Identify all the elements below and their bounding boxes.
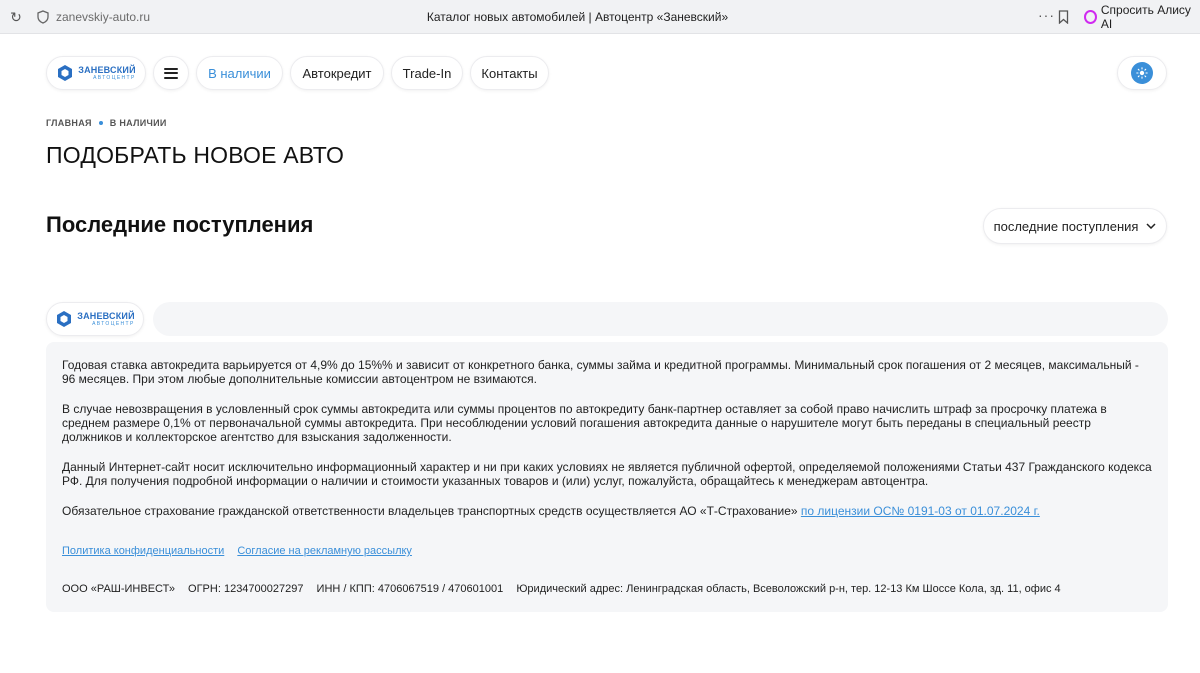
site-logo-link[interactable] bbox=[46, 56, 146, 90]
nav-in-stock[interactable]: В наличии bbox=[196, 56, 283, 90]
hamburger-icon bbox=[164, 68, 178, 79]
browser-page-title bbox=[0, 10, 1200, 24]
disclaimer-offer: Данный Интернет-сайт носит исключительно информационный характер и ни при каких условиях не является публичной офертой, определяемой положениями Статьи 437 Гражданского кодекса РФ. Для получения подробной информации о наличии и стоимости указанных товаров и (или) услуг, пожалуйста, обращайтесь к менеджерам автоцентра. bbox=[62, 460, 1152, 488]
ask-alisa-label: Спросить Алису AI bbox=[1100, 3, 1191, 31]
logo-hexagon-icon bbox=[56, 64, 74, 82]
ad-consent-link[interactable]: Согласие на рекламную рассылку bbox=[237, 545, 412, 557]
nav-auto-credit[interactable]: Автокредит bbox=[290, 56, 384, 90]
footer-bar bbox=[153, 302, 1168, 336]
page-title: ПОДОБРАТЬ НОВОЕ АВТО bbox=[46, 142, 345, 168]
footer-disclaimer bbox=[46, 342, 1168, 612]
sort-selected-value: последние поступления bbox=[993, 218, 1139, 234]
menu-button[interactable] bbox=[153, 56, 189, 90]
company-inn: ИНН / КПП: 4706067519 / 470601001 bbox=[316, 583, 504, 595]
more-icon[interactable]: ··· bbox=[1038, 7, 1055, 23]
ask-alisa-button[interactable] bbox=[1078, 5, 1200, 29]
footer-logo-link[interactable] bbox=[46, 302, 144, 336]
footer-logo-name: ЗАНЕВСКИЙ bbox=[77, 310, 135, 321]
privacy-policy-link[interactable]: Политика конфиденциальности bbox=[62, 545, 225, 557]
chevron-down-icon bbox=[1146, 223, 1156, 229]
footer-links bbox=[62, 545, 422, 557]
logo-subtitle: АВТОЦЕНТР bbox=[93, 74, 136, 81]
zanevsky-logo bbox=[56, 64, 136, 82]
insurance-license-link[interactable]: по лицензии ОС№ 0191-03 от 01.07.2024 г. bbox=[800, 504, 1040, 518]
footer-logo-subtitle: АВТОЦЕНТР bbox=[92, 320, 135, 327]
reload-icon[interactable]: ↻ bbox=[10, 9, 22, 25]
footer-zanevsky-logo bbox=[55, 310, 135, 328]
logo-hexagon-icon bbox=[55, 310, 73, 328]
bookmark-icon[interactable] bbox=[1058, 10, 1069, 24]
nav-contacts[interactable]: Контакты bbox=[470, 56, 549, 90]
sun-icon bbox=[1131, 62, 1153, 84]
logo-name: ЗАНЕВСКИЙ bbox=[78, 64, 136, 75]
nav-trade-in[interactable]: Trade-In bbox=[391, 56, 463, 90]
page-title-text: Каталог новых автомобилей | Автоцентр «Заневский» bbox=[426, 10, 729, 24]
disclaimer-insurance bbox=[62, 504, 1152, 518]
theme-toggle[interactable] bbox=[1117, 56, 1167, 90]
breadcrumb bbox=[46, 118, 167, 128]
sort-dropdown[interactable] bbox=[983, 208, 1167, 244]
disclaimer-credit-rate: Годовая ставка автокредита варьируется от 4,9% до 15%% и зависит от конкретного банка, суммы займа и кредитной программы. Минимальный срок погашения от 2 месяцев, максимальный - 96 месяцев. При этом любые дополнительные комиссии автоцентром не взимаются. bbox=[62, 358, 1139, 386]
company-name: ООО «РАШ-ИНВЕСТ» bbox=[62, 583, 175, 595]
breadcrumb-separator bbox=[99, 121, 103, 125]
disclaimer-penalty: В случае невозвращения в условленный срок суммы автокредита или суммы процентов по автокредиту банк-партнер оставляет за собой право начислить штраф за просрочку платежа в среднем размере 0,1% от первоначальной суммы автокредита. При несоблюдении условий погашения автокредита данные о нарушителе могут быть переданы в специальный реестр должников и коллекторское агентство для взыскания задолженности. bbox=[62, 402, 1107, 444]
browser-toolbar bbox=[0, 0, 1200, 34]
company-address: Юридический адрес: Ленинградская область, Всеволожский р-н, тер. 12-13 Км Шоссе Кола, зд. 11, офис 4 bbox=[516, 583, 1061, 595]
section-title: Последние поступления bbox=[46, 212, 314, 237]
address-bar-url[interactable]: zanevskiy-auto.ru bbox=[56, 10, 151, 24]
company-ogrn: ОГРН: 1234700027297 bbox=[188, 583, 304, 595]
company-legal-info bbox=[62, 583, 1071, 595]
breadcrumb-home[interactable]: ГЛАВНАЯ bbox=[46, 118, 92, 128]
breadcrumb-current: В НАЛИЧИИ bbox=[109, 118, 167, 128]
insurance-text: Обязательное страхование гражданской ответственности владельцев транспортных средств осуществляется АО «Т-Страхование» bbox=[62, 504, 798, 518]
alisa-icon bbox=[1084, 10, 1097, 24]
